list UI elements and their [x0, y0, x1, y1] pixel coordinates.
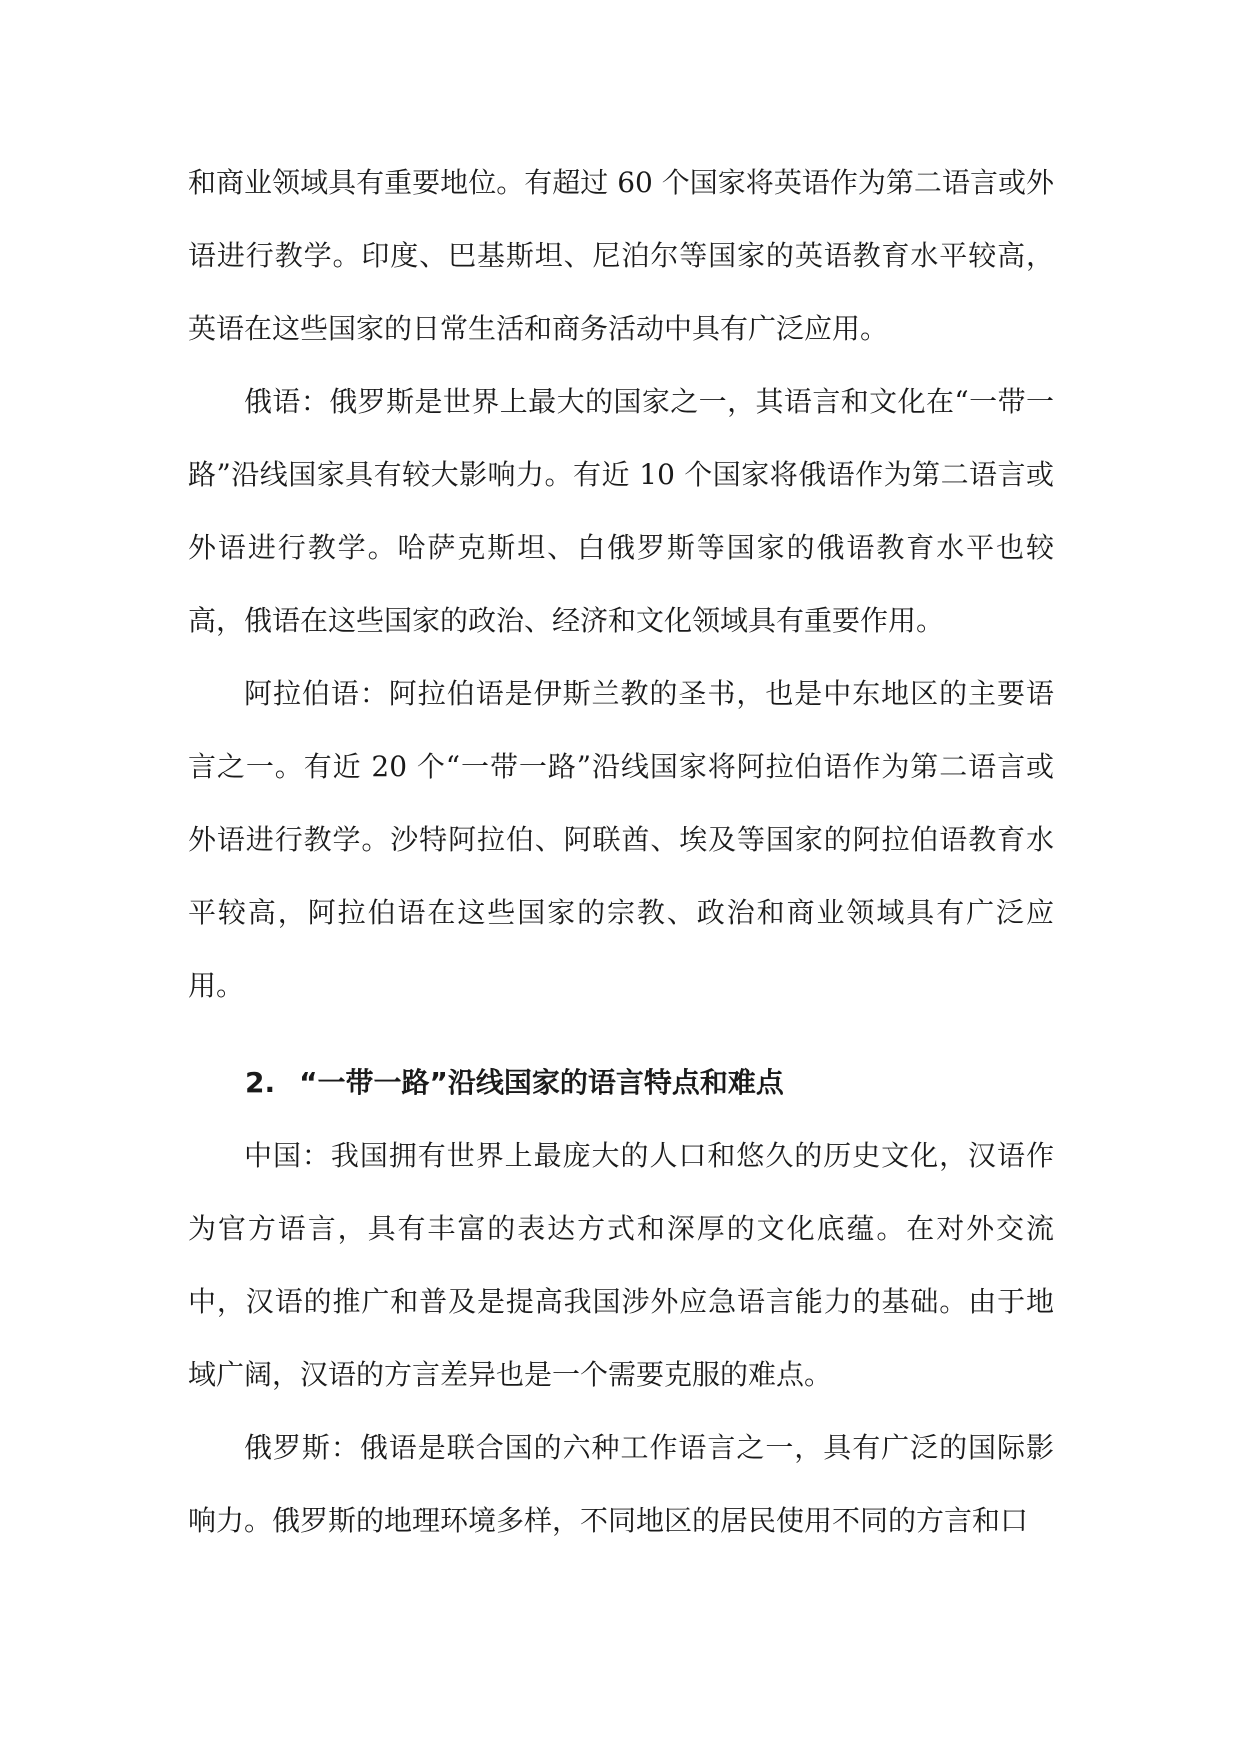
paragraph-english-status: 和商业领域具有重要地位。有超过 60 个国家将英语作为第二语言或外语进行教学。印度、巴基斯坦、尼泊尔等国家的英语教育水平较高，英语在这些国家的日常生活和商务活动中具有广泛应用。: [188, 166, 1054, 345]
section-number: 2.: [245, 1066, 276, 1099]
paragraph-china: 中国：我国拥有世界上最庞大的人口和悠久的历史文化，汉语作为官方语言，具有丰富的表达方式和深厚的文化底蕴。在对外交流中，汉语的推广和普及是提高我国涉外应急语言能力的基础。由于地域广阔，汉语的方言差异也是一个需要克服的难点。: [188, 1139, 1054, 1391]
paragraph-arabic-language: 阿拉伯语：阿拉伯语是伊斯兰教的圣书，也是中东地区的主要语言之一。有近 20 个“一带一路”沿线国家将阿拉伯语作为第二语言或外语进行教学。沙特阿拉伯、阿联酋、埃及等国家的阿拉伯语教育水平较高，阿拉伯语在这些国家的宗教、政治和商业领域具有广泛应用。: [188, 677, 1054, 1002]
section-heading: [188, 1046, 1054, 1119]
document-body: [188, 146, 1054, 1557]
section-title: “一带一路”沿线国家的语言特点和难点: [299, 1066, 784, 1099]
paragraph-russia: 俄罗斯：俄语是联合国的六种工作语言之一，具有广泛的国际影响力。俄罗斯的地理环境多样，不同地区的居民使用不同的方言和口: [188, 1431, 1054, 1537]
paragraph-russian-language: 俄语：俄罗斯是世界上最大的国家之一，其语言和文化在“一带一路”沿线国家具有较大影响力。有近 10 个国家将俄语作为第二语言或外语进行教学。哈萨克斯坦、白俄罗斯等国家的俄语教育水平也较高，俄语在这些国家的政治、经济和文化领域具有重要作用。: [188, 385, 1054, 637]
